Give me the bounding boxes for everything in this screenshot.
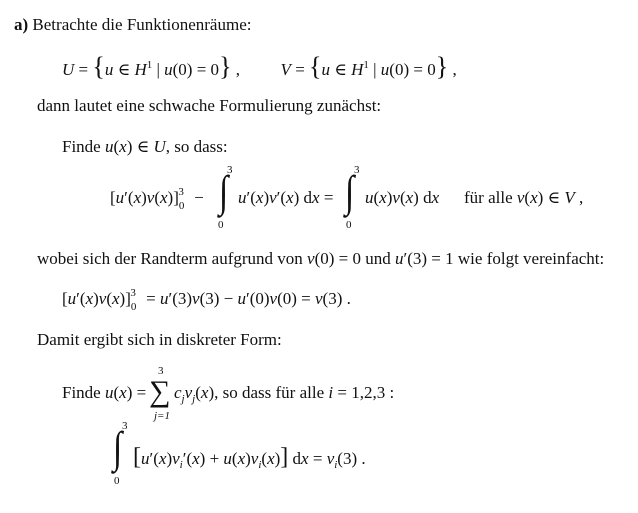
find-u-line: Finde u(x) ∈ U, so dass:	[62, 137, 228, 156]
function-spaces-equation: U = {u ∈ $H^1$ | u(0) = 0} , V = {u ∈ $H^1$ | u(0) = 0} ,	[62, 52, 457, 81]
boundary-term-text: wobei sich der Randterm aufgrund von v(0) = 0 und u′(3) = 1 wie folgt vereinfacht:	[37, 249, 605, 268]
weak-formulation-text: dann lautet eine schwache Formulierung zunächst:	[37, 96, 382, 115]
intro-line	[14, 16, 251, 33]
intro-text: Betrachte die Funktionenräume:	[32, 15, 252, 34]
discrete-form-text: Damit ergibt sich in diskreter Form:	[37, 330, 282, 349]
part-label: a)	[14, 15, 29, 34]
boundary-equation: $[u'(x)v(x)]_0^3 = u'(3)v(3) - u'(0)v(0) = v(3)$ .	[62, 287, 351, 313]
